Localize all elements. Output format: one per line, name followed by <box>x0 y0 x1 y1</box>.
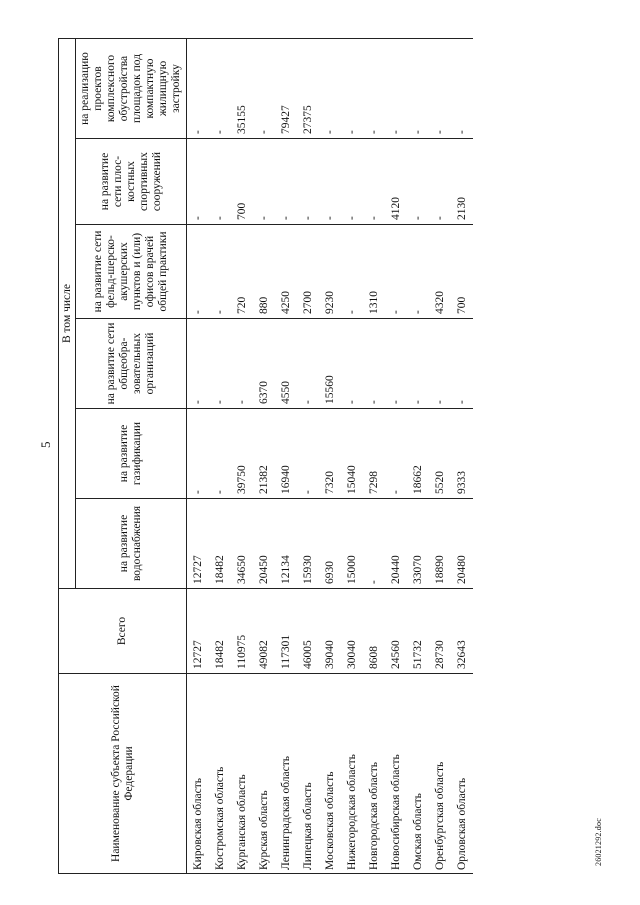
row-value: - <box>451 319 473 409</box>
row-subject-name: Кировская область <box>187 674 210 874</box>
page-number: 5 <box>38 441 53 448</box>
row-value: - <box>209 39 231 139</box>
table-row <box>363 39 385 874</box>
row-value: 39040 <box>319 589 341 674</box>
row-subject-name: Курская область <box>253 674 275 874</box>
table-row <box>253 39 275 874</box>
row-value: 39750 <box>231 409 253 499</box>
row-value: 880 <box>253 225 275 319</box>
table-row <box>451 39 473 874</box>
row-value: - <box>341 139 363 225</box>
row-value: - <box>209 319 231 409</box>
header-housing-sites: на реализацию проектов комплексного обустройства площадок под компактную жилищную застройку <box>76 39 187 139</box>
row-value: 15930 <box>297 499 319 589</box>
row-value: 1310 <box>363 225 385 319</box>
row-value: 20450 <box>253 499 275 589</box>
header-gasification: на развитие газификации <box>76 409 187 499</box>
row-value: 20480 <box>451 499 473 589</box>
subsidy-table <box>58 38 473 874</box>
header-medical-points: на развитие сети фельд-шерско-акушерских пунктов и (или) офисов врачей общей практики <box>76 225 187 319</box>
row-value: 15000 <box>341 499 363 589</box>
row-value: 18662 <box>407 409 429 499</box>
row-value: - <box>187 139 210 225</box>
row-value: - <box>341 225 363 319</box>
row-value: 720 <box>231 225 253 319</box>
row-value: 34650 <box>231 499 253 589</box>
row-subject-name: Курганская область <box>231 674 253 874</box>
row-value: 2130 <box>451 139 473 225</box>
row-value: - <box>363 319 385 409</box>
row-value: - <box>407 225 429 319</box>
row-subject-name: Омская область <box>407 674 429 874</box>
row-value: - <box>363 499 385 589</box>
row-value: - <box>429 39 451 139</box>
row-subject-name: Московская область <box>319 674 341 874</box>
table-row <box>297 39 319 874</box>
row-value: - <box>187 225 210 319</box>
row-value: 7298 <box>363 409 385 499</box>
header-group: В том числе <box>59 39 76 589</box>
row-value: - <box>297 139 319 225</box>
row-value: 35155 <box>231 39 253 139</box>
row-value: - <box>385 225 407 319</box>
row-value: 5520 <box>429 409 451 499</box>
row-value: - <box>297 409 319 499</box>
row-subject-name: Новгородская область <box>363 674 385 874</box>
header-water-supply: на развитие водоснабжения <box>76 499 187 589</box>
row-value: 15040 <box>341 409 363 499</box>
row-value: 110975 <box>231 589 253 674</box>
row-value: 32643 <box>451 589 473 674</box>
header-subject-name: Наименование субъекта Российской Федерации <box>59 674 187 874</box>
row-value: 117301 <box>275 589 297 674</box>
row-value: 7320 <box>319 409 341 499</box>
row-value: 51732 <box>407 589 429 674</box>
row-value: - <box>319 39 341 139</box>
row-value: 30040 <box>341 589 363 674</box>
row-value: 49082 <box>253 589 275 674</box>
row-value: 20440 <box>385 499 407 589</box>
row-value: 4320 <box>429 225 451 319</box>
row-value: 4550 <box>275 319 297 409</box>
row-value: 27375 <box>297 39 319 139</box>
header-schools: на развитие сети общеобра-зовательных организаций <box>76 319 187 409</box>
table-row <box>407 39 429 874</box>
row-value: 9333 <box>451 409 473 499</box>
row-value: 24560 <box>385 589 407 674</box>
row-value: 6370 <box>253 319 275 409</box>
row-subject-name: Новосибирская область <box>385 674 407 874</box>
row-value: - <box>187 409 210 499</box>
row-subject-name: Костромская область <box>209 674 231 874</box>
row-value: - <box>187 39 210 139</box>
row-value: 46005 <box>297 589 319 674</box>
row-value: 6930 <box>319 499 341 589</box>
row-value: 18482 <box>209 499 231 589</box>
row-value: 79427 <box>275 39 297 139</box>
table-row <box>385 39 407 874</box>
row-value: 9230 <box>319 225 341 319</box>
row-subject-name: Орловская область <box>451 674 473 874</box>
row-value: - <box>253 139 275 225</box>
row-subject-name: Оренбургская область <box>429 674 451 874</box>
row-subject-name: Ленинградская область <box>275 674 297 874</box>
header-total: Всего <box>59 589 187 674</box>
row-value: 700 <box>231 139 253 225</box>
row-value: - <box>451 39 473 139</box>
row-value: - <box>231 319 253 409</box>
row-value: 21382 <box>253 409 275 499</box>
table-row <box>319 39 341 874</box>
row-value: - <box>275 139 297 225</box>
row-value: 15560 <box>319 319 341 409</box>
row-value: - <box>187 319 210 409</box>
row-value: - <box>385 39 407 139</box>
row-value: 12134 <box>275 499 297 589</box>
row-value: - <box>429 319 451 409</box>
row-value: 12727 <box>187 499 210 589</box>
table-row <box>429 39 451 874</box>
table-row <box>275 39 297 874</box>
header-sports-facilities: на развитие сети плос-костных спортивных сооружений <box>76 139 187 225</box>
row-value: - <box>209 225 231 319</box>
row-value: - <box>319 139 341 225</box>
row-value: - <box>341 39 363 139</box>
row-value: - <box>429 139 451 225</box>
row-value: 28730 <box>429 589 451 674</box>
row-value: - <box>297 319 319 409</box>
row-subject-name: Липецкая область <box>297 674 319 874</box>
row-value: 2700 <box>297 225 319 319</box>
table-row <box>187 39 210 874</box>
row-value: - <box>407 319 429 409</box>
row-value: - <box>363 139 385 225</box>
row-value: - <box>209 139 231 225</box>
row-value: 4250 <box>275 225 297 319</box>
row-value: 16940 <box>275 409 297 499</box>
row-value: 12727 <box>187 589 210 674</box>
row-subject-name: Нижегородская область <box>341 674 363 874</box>
table-row <box>341 39 363 874</box>
document-code: 26021292.doc <box>594 818 603 866</box>
row-value: - <box>253 39 275 139</box>
row-value: 4120 <box>385 139 407 225</box>
row-value: - <box>385 319 407 409</box>
row-value: 700 <box>451 225 473 319</box>
table-container <box>58 39 473 874</box>
row-value: - <box>407 39 429 139</box>
row-value: 33070 <box>407 499 429 589</box>
row-value: 18482 <box>209 589 231 674</box>
row-value: 8608 <box>363 589 385 674</box>
row-value: - <box>209 409 231 499</box>
row-value: - <box>341 319 363 409</box>
table-row <box>231 39 253 874</box>
row-value: - <box>363 39 385 139</box>
row-value: 18890 <box>429 499 451 589</box>
table-row <box>209 39 231 874</box>
row-value: - <box>407 139 429 225</box>
row-value: - <box>385 409 407 499</box>
